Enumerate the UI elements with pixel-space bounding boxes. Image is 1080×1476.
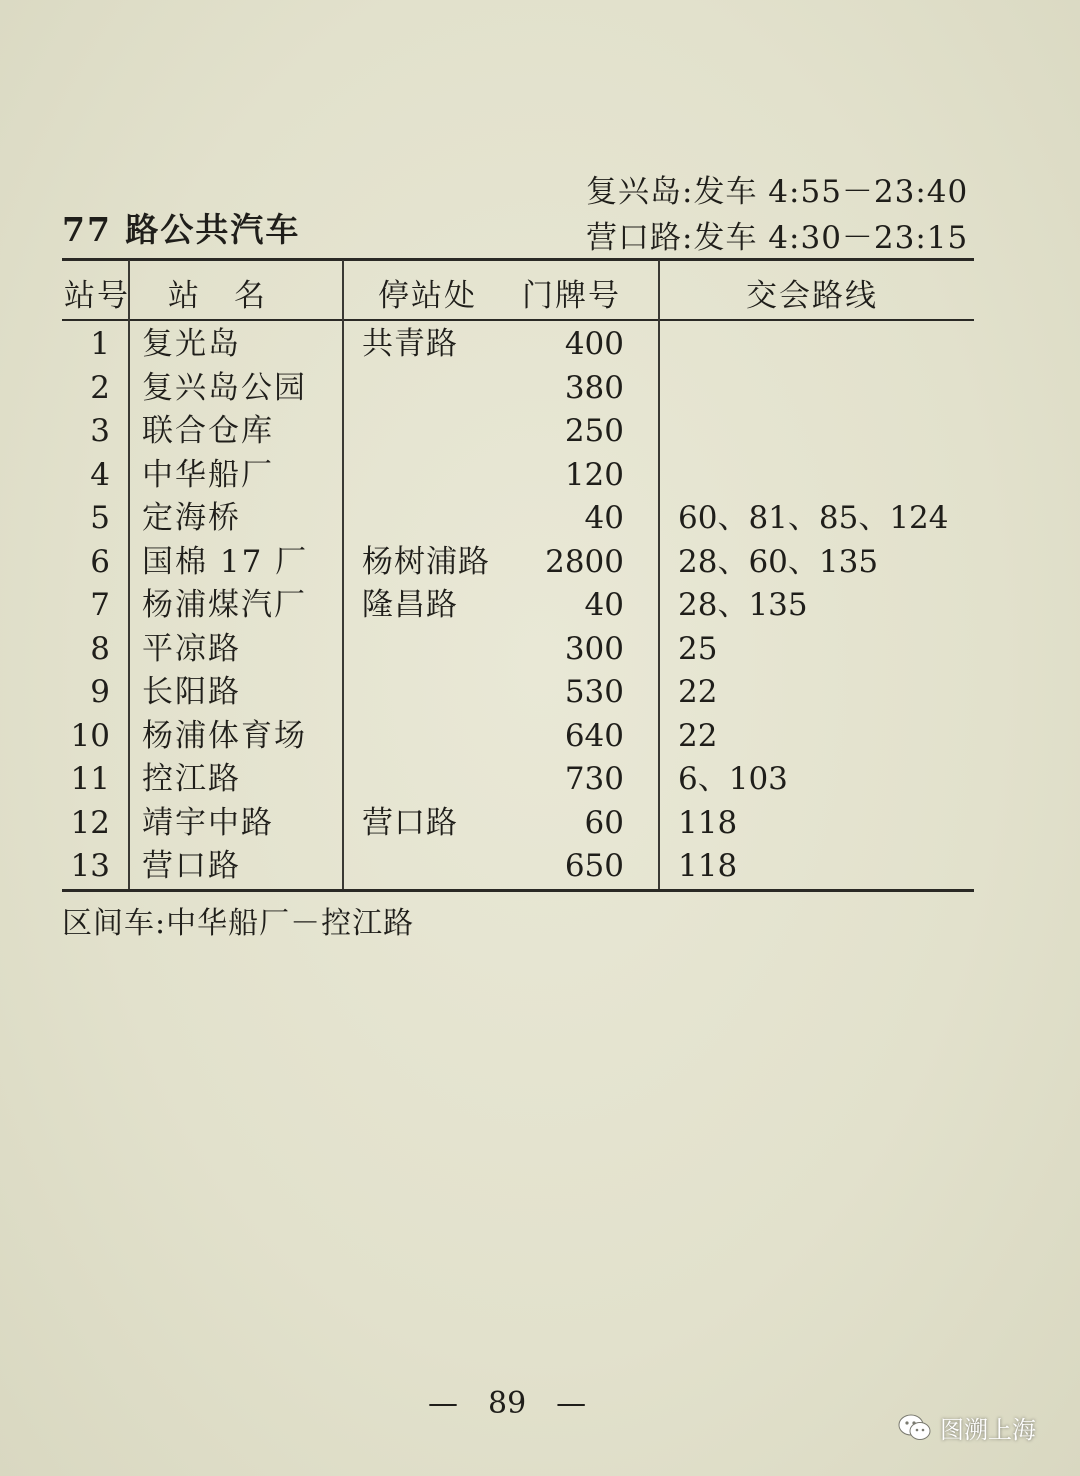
table-row: [62, 410, 974, 454]
header-stop-location: 停站处: [378, 278, 477, 314]
door-number: 400: [564, 326, 624, 362]
schedule-yingkoulu: 营口路:发车 4:30－23:15: [586, 220, 969, 256]
station-no: 1: [90, 326, 110, 362]
station-name: 营口路: [142, 848, 241, 884]
door-number: 120: [564, 456, 624, 493]
connecting-lines: 22: [678, 674, 718, 710]
header-station-no: 站号: [64, 278, 130, 314]
station-name: 联合仓库: [142, 413, 274, 449]
station-no: 7: [90, 587, 110, 623]
station-no: 10: [70, 717, 110, 754]
station-no: 4: [90, 456, 110, 493]
door-number: 40: [584, 587, 624, 623]
watermark-text: 图溯上海: [940, 1416, 1036, 1444]
table-row: [62, 541, 974, 585]
header-connecting-lines: 交会路线: [746, 278, 878, 314]
stop-location: 营口路: [362, 804, 458, 841]
door-number: 60: [584, 804, 624, 841]
table-row: [62, 497, 974, 541]
station-name: 靖宇中路: [142, 804, 274, 841]
stop-location: 杨树浦路: [362, 543, 490, 580]
table-row: [62, 802, 974, 846]
door-number: 2800: [545, 543, 624, 580]
station-name: 杨浦煤汽厂: [142, 587, 307, 623]
table-row: [62, 758, 974, 802]
table-row: [62, 454, 974, 498]
door-number: 640: [564, 717, 624, 754]
table-row: [62, 367, 974, 411]
station-no: 11: [70, 761, 110, 797]
connecting-lines: 6、103: [678, 761, 788, 797]
connecting-lines: 28、135: [678, 587, 808, 623]
header-station-name: 站 名: [168, 278, 267, 314]
door-number: 380: [564, 369, 624, 406]
station-no: 8: [90, 630, 110, 667]
header-bottom-rule: [62, 319, 974, 321]
page-number: — 89 —: [428, 1386, 587, 1421]
station-name: 长阳路: [142, 674, 241, 710]
station-no: 5: [90, 500, 110, 536]
connecting-lines: 25: [678, 630, 718, 667]
station-name: 平凉路: [142, 630, 241, 667]
door-number: 250: [564, 413, 624, 449]
station-no: 2: [90, 369, 110, 406]
station-no: 12: [70, 804, 110, 841]
connecting-lines: 60、81、85、124: [678, 500, 949, 536]
table-row: [62, 715, 974, 759]
table-row: [62, 323, 974, 367]
station-name: 杨浦体育场: [142, 717, 307, 754]
station-name: 中华船厂: [142, 456, 274, 493]
table-bottom-rule: [62, 889, 974, 892]
connecting-lines: 28、60、135: [678, 543, 879, 580]
station-name: 定海桥: [142, 500, 241, 536]
table-row: [62, 845, 974, 889]
door-number: 300: [564, 630, 624, 667]
station-name: 复光岛: [142, 326, 241, 362]
door-number: 40: [584, 500, 624, 536]
interval-service-note: 区间车:中华船厂－控江路: [62, 906, 415, 941]
door-number: 650: [564, 848, 624, 884]
header-door-number: 门牌号: [522, 278, 621, 314]
station-name: 复兴岛公园: [142, 369, 307, 406]
connecting-lines: 118: [678, 804, 738, 841]
station-name: 控江路: [142, 761, 241, 797]
watermark: [898, 1410, 1036, 1445]
station-no: 3: [90, 413, 110, 449]
connecting-lines: 22: [678, 717, 718, 754]
stop-location: 隆昌路: [362, 587, 458, 623]
connecting-lines: 118: [678, 848, 738, 884]
wechat-icon: [898, 1413, 932, 1443]
schedule-fuxingdao: 复兴岛:发车 4:55－23:40: [586, 174, 969, 210]
door-number: 530: [564, 674, 624, 710]
table-row: [62, 671, 974, 715]
door-number: 730: [564, 761, 624, 797]
station-no: 13: [70, 848, 110, 884]
station-no: 6: [90, 543, 110, 580]
route-title: 77 路公共汽车: [62, 210, 301, 249]
station-name: 国棉 17 厂: [142, 543, 309, 580]
stop-location: 共青路: [362, 326, 458, 362]
table-top-rule: [62, 258, 974, 261]
table-row: [62, 628, 974, 672]
station-no: 9: [90, 674, 110, 710]
table-row: [62, 584, 974, 628]
